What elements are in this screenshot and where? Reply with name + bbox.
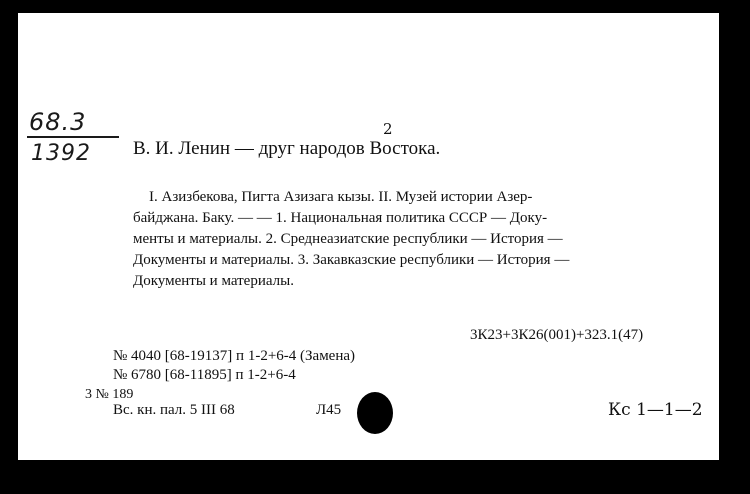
shelf-mark-rule [27,136,119,138]
circulation-number: 3 № 189 [85,387,134,402]
annotation-line-1: I. Азизбекова, Пигта Азизага кызы. II. Музей истории Азер- [149,189,533,205]
price-code: Кс 1—1—2 [608,400,703,420]
order-number: Л45 [316,402,342,418]
page-number: 2 [383,120,393,138]
classification-index: 3К23+3К26(001)+323.1(47) [470,327,644,343]
shelf-mark-top: 68.3 [29,108,87,136]
register-line-2: № 6780 [68-11895] п 1-2+6-4 [113,367,296,383]
punch-hole [357,392,393,434]
catalog-card [18,13,719,460]
annotation-line-2: байджана. Баку. — — 1. Национальная политика СССР — Доку- [133,210,548,226]
annotation-line-5: Документы и материалы. [133,273,294,289]
annotation-line-4: Документы и материалы. 3. Закавказские республики — История — [133,252,570,268]
print-info: Вс. кн. пал. 5 III 68 [113,402,235,418]
card-title: В. И. Ленин — друг народов Востока. [133,138,441,159]
annotation-line-3: менты и материалы. 2. Среднеазиатские республики — История — [133,231,563,247]
register-line-1: № 4040 [68-19137] п 1-2+6-4 (Замена) [113,348,356,364]
shelf-mark-bottom: 1392 [31,141,91,166]
